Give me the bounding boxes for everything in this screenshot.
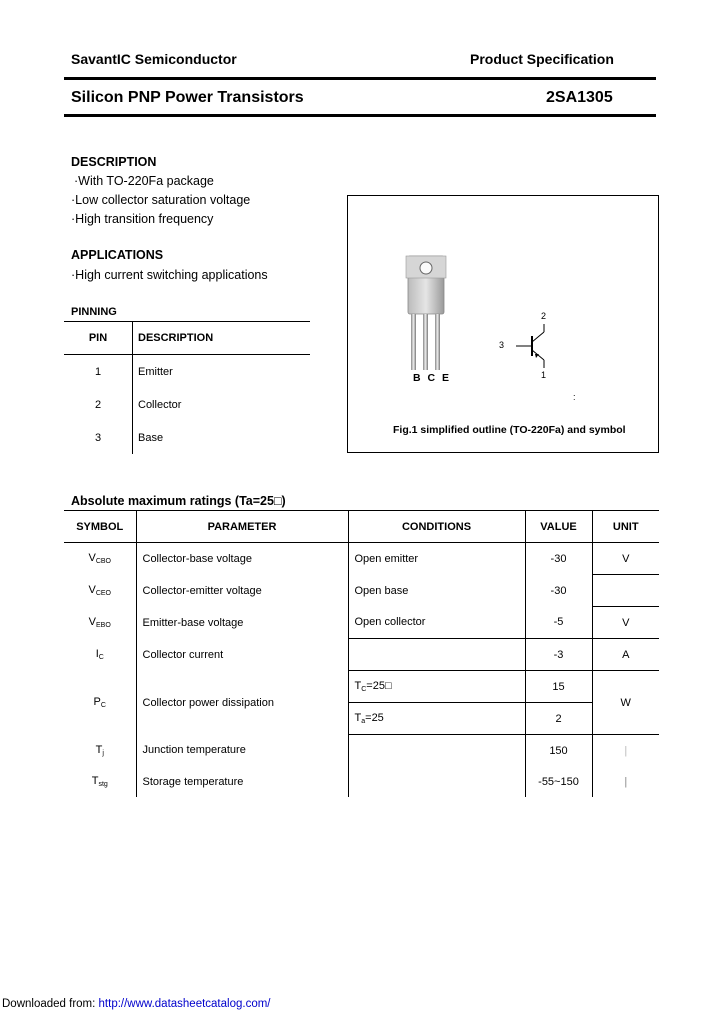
- table-row: [64, 639, 659, 671]
- pnp-transistor-symbol-icon: [510, 318, 560, 378]
- applications-heading: APPLICATIONS: [71, 248, 164, 262]
- symbol-cell: $T_j$: [95, 743, 104, 757]
- product-title: Silicon PNP Power Transistors: [71, 89, 304, 106]
- pin-number: 1: [64, 355, 133, 389]
- package-pin-labels: B C E: [413, 372, 452, 384]
- description-column-header: DESCRIPTION: [133, 322, 311, 355]
- unit-cell: [592, 575, 659, 607]
- conditions-cell: [348, 735, 525, 767]
- applications-bullet: ·High current switching applications: [71, 268, 268, 282]
- spec-label: Product Specification: [470, 51, 614, 67]
- parameter-cell: Emitter-base voltage: [136, 607, 348, 639]
- table-row: [64, 388, 310, 421]
- pinning-table: [64, 321, 310, 454]
- value-cell: -3: [525, 639, 592, 671]
- conditions-cell: Open emitter: [348, 543, 525, 575]
- pin-number: 2: [64, 388, 133, 421]
- part-number: 2SA1305: [546, 89, 613, 106]
- header-rule-bottom: [64, 114, 656, 117]
- pin-column-header: PIN: [64, 322, 133, 355]
- unit-column-header: UNIT: [592, 511, 659, 543]
- to220fa-package-illustration: [400, 250, 460, 375]
- symbol-column-header: SYMBOL: [64, 511, 136, 543]
- conditions-cell: Open collector: [348, 607, 525, 639]
- header-rule-top: [64, 77, 656, 80]
- parameter-cell: Storage temperature: [136, 766, 348, 797]
- value-cell: 15: [525, 671, 592, 703]
- unit-cell: V: [592, 543, 659, 575]
- value-cell: -55~150: [525, 766, 592, 797]
- description-bullet: ·With TO-220Fa package: [74, 174, 214, 188]
- table-row: [64, 671, 659, 703]
- value-cell: -30: [525, 543, 592, 575]
- conditions-cell: [348, 639, 525, 671]
- company-name: SavantIC Semiconductor: [71, 51, 237, 67]
- table-row: [64, 735, 659, 767]
- unit-cell: W: [592, 671, 659, 735]
- conditions-cell: $T_C=25□$: [348, 671, 525, 703]
- parameter-column-header: PARAMETER: [136, 511, 348, 543]
- conditions-cell: Open base: [348, 575, 525, 607]
- symbol-cell: $V_{EBO}$: [88, 616, 111, 629]
- value-cell: -5: [525, 607, 592, 639]
- pin-description: Collector: [138, 398, 182, 411]
- figure-box: [347, 195, 659, 453]
- table-row: [64, 355, 310, 389]
- symbol-cell: $V_{CBO}$: [88, 552, 111, 566]
- figure-caption: Fig.1 simplified outline (TO-220Fa) and symbol: [393, 424, 626, 436]
- symbol-cell: $P_C$: [93, 696, 106, 709]
- stray-mark: :: [573, 392, 576, 402]
- value-cell: -30: [525, 575, 592, 607]
- table-row: [64, 421, 310, 454]
- parameter-cell: Collector-emitter voltage: [136, 575, 348, 607]
- unit-cell: |: [592, 766, 659, 797]
- value-cell: 2: [525, 703, 592, 735]
- symbol-cell: $T_{stg}$: [91, 775, 108, 788]
- symbol-cell: $V_{CEO}$: [88, 584, 111, 597]
- description-bullet: ·Low collector saturation voltage: [71, 193, 251, 207]
- value-cell: 150: [525, 735, 592, 767]
- pin-number: 3: [64, 421, 133, 454]
- table-row: [64, 607, 659, 639]
- table-header-row: [64, 322, 310, 355]
- ratings-heading: Absolute maximum ratings (Ta=25□): [71, 494, 286, 508]
- symbol-pin-2-label: 2: [541, 311, 547, 321]
- unit-cell: A: [592, 639, 659, 671]
- pin-description: Base: [138, 431, 164, 444]
- footer-label: Downloaded from:: [2, 998, 96, 1010]
- table-row: [64, 575, 659, 607]
- table-row: [64, 766, 659, 797]
- symbol-cell: $I_C$: [95, 648, 104, 661]
- symbol-pin-1-label: 1: [541, 370, 547, 380]
- unit-cell: V: [592, 607, 659, 639]
- parameter-cell: Collector-base voltage: [136, 543, 348, 575]
- table-row: [64, 543, 659, 575]
- unit-cell: |: [592, 735, 659, 767]
- symbol-pin-3-label: 3: [499, 340, 505, 350]
- ratings-table: [64, 510, 659, 797]
- pinning-heading: PINNING: [71, 306, 117, 318]
- parameter-cell: Collector current: [136, 639, 348, 671]
- description-bullet: ·High transition frequency: [71, 212, 214, 226]
- footer-link[interactable]: http://www.datasheetcatalog.com/: [98, 998, 271, 1010]
- table-header-row: [64, 511, 659, 543]
- conditions-column-header: CONDITIONS: [348, 511, 525, 543]
- value-column-header: VALUE: [525, 511, 592, 543]
- parameter-cell: Collector power dissipation: [136, 671, 348, 735]
- conditions-cell: $T_a=25$: [348, 703, 525, 735]
- conditions-cell: [348, 766, 525, 797]
- description-heading: DESCRIPTION: [71, 155, 157, 169]
- pin-description: Emitter: [138, 365, 173, 378]
- footer: [2, 998, 271, 1010]
- parameter-cell: Junction temperature: [136, 735, 348, 767]
